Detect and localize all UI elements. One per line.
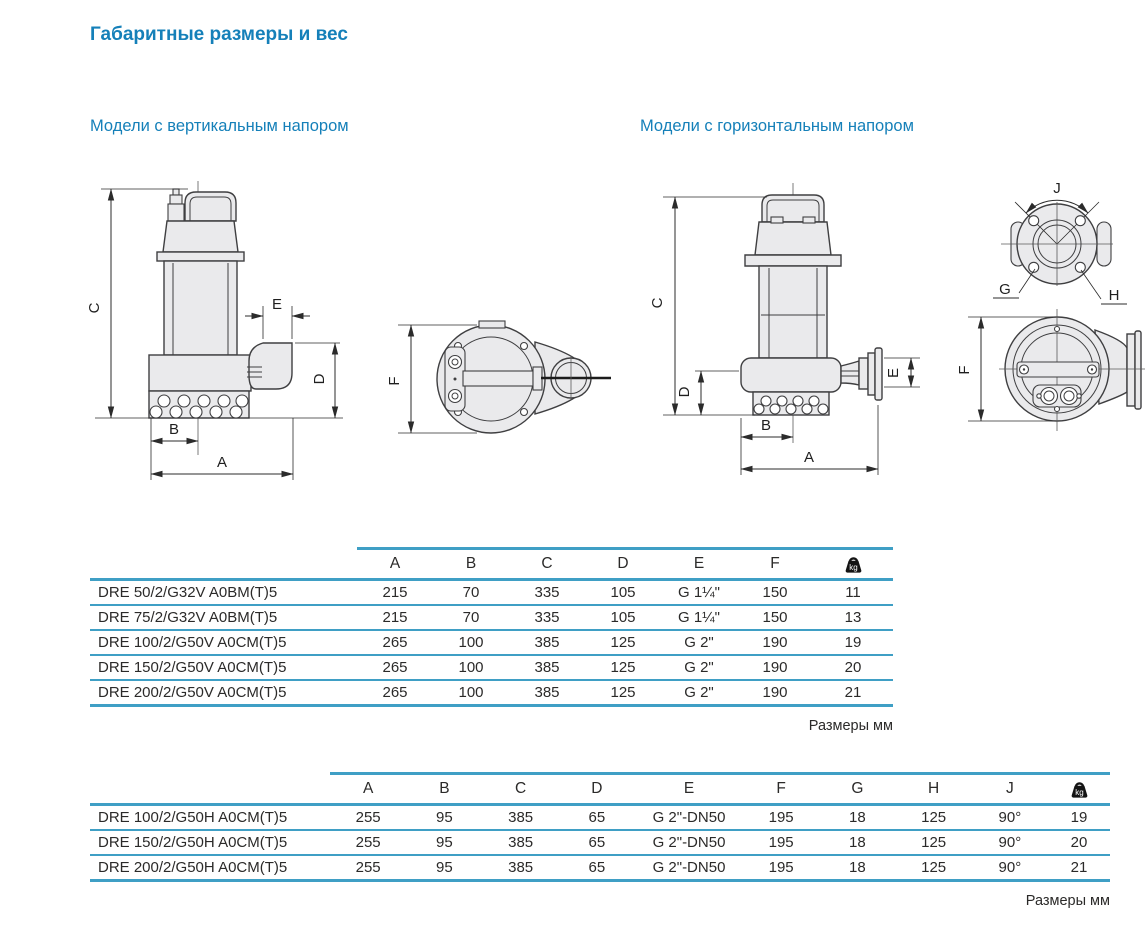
- dim-label-b: B: [760, 417, 772, 434]
- value-cell: 100: [433, 630, 509, 655]
- value-cell: 21: [813, 680, 893, 706]
- drawing-flange-face: [975, 180, 1147, 315]
- model-column-header: [90, 549, 357, 580]
- drawing-horizontal-pump-front: [635, 175, 925, 500]
- table-row: [90, 605, 893, 630]
- value-cell: 190: [737, 655, 813, 680]
- pump-outline: [149, 181, 292, 455]
- table-row: [90, 830, 1110, 855]
- header-row: [90, 549, 893, 580]
- table-row: [90, 805, 1110, 831]
- value-cell: 65: [559, 830, 635, 855]
- column-header-b: B: [433, 549, 509, 580]
- value-cell: 195: [743, 830, 819, 855]
- weight-kg-icon: [843, 554, 864, 574]
- pump-outline: [999, 309, 1145, 431]
- value-cell: 90°: [972, 855, 1048, 881]
- table-block-horizontal: [90, 772, 1110, 909]
- value-cell: 385: [483, 830, 559, 855]
- value-cell: 150: [737, 580, 813, 606]
- value-cell: G 2": [661, 630, 737, 655]
- units-note: Размеры мм: [1025, 893, 1110, 909]
- table-head: [90, 549, 893, 580]
- value-cell: G 1¼": [661, 580, 737, 606]
- value-cell: 19: [1048, 805, 1110, 831]
- value-cell: 105: [585, 605, 661, 630]
- dim-label-e: E: [885, 367, 902, 379]
- value-cell: G 2"-DN50: [635, 830, 743, 855]
- value-cell: 335: [509, 605, 585, 630]
- drawing-vertical-pump-top: [385, 300, 615, 465]
- value-cell: 255: [330, 830, 406, 855]
- model-cell: DRE 50/2/G32V A0BM(T)5: [90, 580, 357, 606]
- value-cell: 150: [737, 605, 813, 630]
- table-row: [90, 680, 893, 706]
- value-cell: 95: [406, 830, 482, 855]
- value-cell: 335: [509, 580, 585, 606]
- value-cell: 95: [406, 855, 482, 881]
- value-cell: G 2"-DN50: [635, 855, 743, 881]
- column-header-f: F: [737, 549, 813, 580]
- dim-label-e: E: [271, 296, 283, 313]
- model-cell: DRE 100/2/G50H A0CM(T)5: [90, 805, 330, 831]
- drawing-vertical-pump-front: [85, 175, 345, 500]
- dim-label-h: H: [1108, 287, 1120, 304]
- column-header-c: C: [509, 549, 585, 580]
- column-header-e: E: [635, 774, 743, 805]
- section-title-horizontal: Модели с горизонтальным напором: [640, 117, 914, 135]
- dim-label-d: D: [311, 373, 328, 385]
- model-cell: DRE 100/2/G50V A0CM(T)5: [90, 630, 357, 655]
- page-title: Габаритные размеры и вес: [90, 24, 348, 45]
- dim-label-f: F: [386, 376, 403, 386]
- value-cell: 11: [813, 580, 893, 606]
- value-cell: 18: [819, 830, 895, 855]
- column-header-a: A: [330, 774, 406, 805]
- table-head: [90, 774, 1110, 805]
- pump-outline: [741, 183, 882, 443]
- dim-label-b: B: [168, 421, 180, 438]
- value-cell: 18: [819, 805, 895, 831]
- value-cell: G 1¼": [661, 605, 737, 630]
- model-column-header: [90, 774, 330, 805]
- value-cell: 265: [357, 630, 433, 655]
- value-cell: 125: [585, 630, 661, 655]
- value-cell: 125: [896, 805, 972, 831]
- value-cell: 195: [743, 855, 819, 881]
- svg-text:kg: kg: [848, 563, 858, 573]
- value-cell: 65: [559, 855, 635, 881]
- value-cell: 125: [585, 680, 661, 706]
- section-title-vertical: Модели с вертикальным напором: [90, 117, 349, 135]
- model-cell: DRE 200/2/G50V A0CM(T)5: [90, 680, 357, 706]
- value-cell: 385: [483, 805, 559, 831]
- value-cell: 215: [357, 580, 433, 606]
- value-cell: 385: [509, 655, 585, 680]
- value-cell: 90°: [972, 830, 1048, 855]
- weight-kg-icon: [1069, 779, 1090, 799]
- column-header-c: C: [483, 774, 559, 805]
- pump-outline: [437, 321, 611, 433]
- column-header-g: G: [819, 774, 895, 805]
- value-cell: 19: [813, 630, 893, 655]
- drawing-horizontal-pump-top: [955, 300, 1147, 465]
- value-cell: 255: [330, 805, 406, 831]
- dimensions-table-horizontal: [90, 772, 1110, 882]
- value-cell: 125: [896, 830, 972, 855]
- column-header-e: E: [661, 549, 737, 580]
- table-body: [90, 805, 1110, 881]
- dimensions-table-vertical: [90, 547, 893, 707]
- value-cell: 100: [433, 655, 509, 680]
- model-cell: DRE 150/2/G50H A0CM(T)5: [90, 830, 330, 855]
- value-cell: G 2": [661, 655, 737, 680]
- model-cell: DRE 150/2/G50V A0CM(T)5: [90, 655, 357, 680]
- value-cell: 65: [559, 805, 635, 831]
- column-header-f: F: [743, 774, 819, 805]
- value-cell: 385: [483, 855, 559, 881]
- value-cell: 125: [896, 855, 972, 881]
- flange-outline: [1001, 202, 1113, 286]
- value-cell: 90°: [972, 805, 1048, 831]
- value-cell: 255: [330, 855, 406, 881]
- dim-label-c: C: [86, 302, 103, 314]
- column-header-b: B: [406, 774, 482, 805]
- value-cell: 125: [585, 655, 661, 680]
- column-header-j: J: [972, 774, 1048, 805]
- value-cell: 70: [433, 580, 509, 606]
- dim-label-d: D: [676, 386, 693, 398]
- model-cell: DRE 75/2/G32V A0BM(T)5: [90, 605, 357, 630]
- value-cell: G 2"-DN50: [635, 805, 743, 831]
- value-cell: 265: [357, 680, 433, 706]
- column-header-h: H: [896, 774, 972, 805]
- column-header-a: A: [357, 549, 433, 580]
- table-row: [90, 855, 1110, 881]
- dim-label-c: C: [649, 297, 666, 309]
- value-cell: 18: [819, 855, 895, 881]
- value-cell: 20: [813, 655, 893, 680]
- units-note: Размеры мм: [808, 718, 893, 734]
- table-block-vertical: [90, 547, 893, 734]
- column-header-d: D: [559, 774, 635, 805]
- table-body: [90, 580, 893, 706]
- dim-label-j: J: [1053, 180, 1061, 197]
- model-cell: DRE 200/2/G50H A0CM(T)5: [90, 855, 330, 881]
- dim-label-a: A: [216, 454, 228, 471]
- value-cell: 20: [1048, 830, 1110, 855]
- weight-column-header: [813, 549, 893, 580]
- table-row: [90, 655, 893, 680]
- dim-label-g: G: [999, 281, 1011, 298]
- svg-text:kg: kg: [1074, 788, 1084, 798]
- value-cell: 195: [743, 805, 819, 831]
- table-row: [90, 580, 893, 606]
- value-cell: 190: [737, 630, 813, 655]
- value-cell: 21: [1048, 855, 1110, 881]
- value-cell: 13: [813, 605, 893, 630]
- weight-column-header: [1048, 774, 1110, 805]
- value-cell: 100: [433, 680, 509, 706]
- dim-label-a: A: [803, 449, 815, 466]
- value-cell: 190: [737, 680, 813, 706]
- value-cell: 70: [433, 605, 509, 630]
- value-cell: 215: [357, 605, 433, 630]
- header-row: [90, 774, 1110, 805]
- value-cell: 265: [357, 655, 433, 680]
- column-header-d: D: [585, 549, 661, 580]
- value-cell: 105: [585, 580, 661, 606]
- value-cell: 95: [406, 805, 482, 831]
- value-cell: 385: [509, 630, 585, 655]
- dim-label-f: F: [956, 365, 973, 375]
- table-row: [90, 630, 893, 655]
- value-cell: G 2": [661, 680, 737, 706]
- value-cell: 385: [509, 680, 585, 706]
